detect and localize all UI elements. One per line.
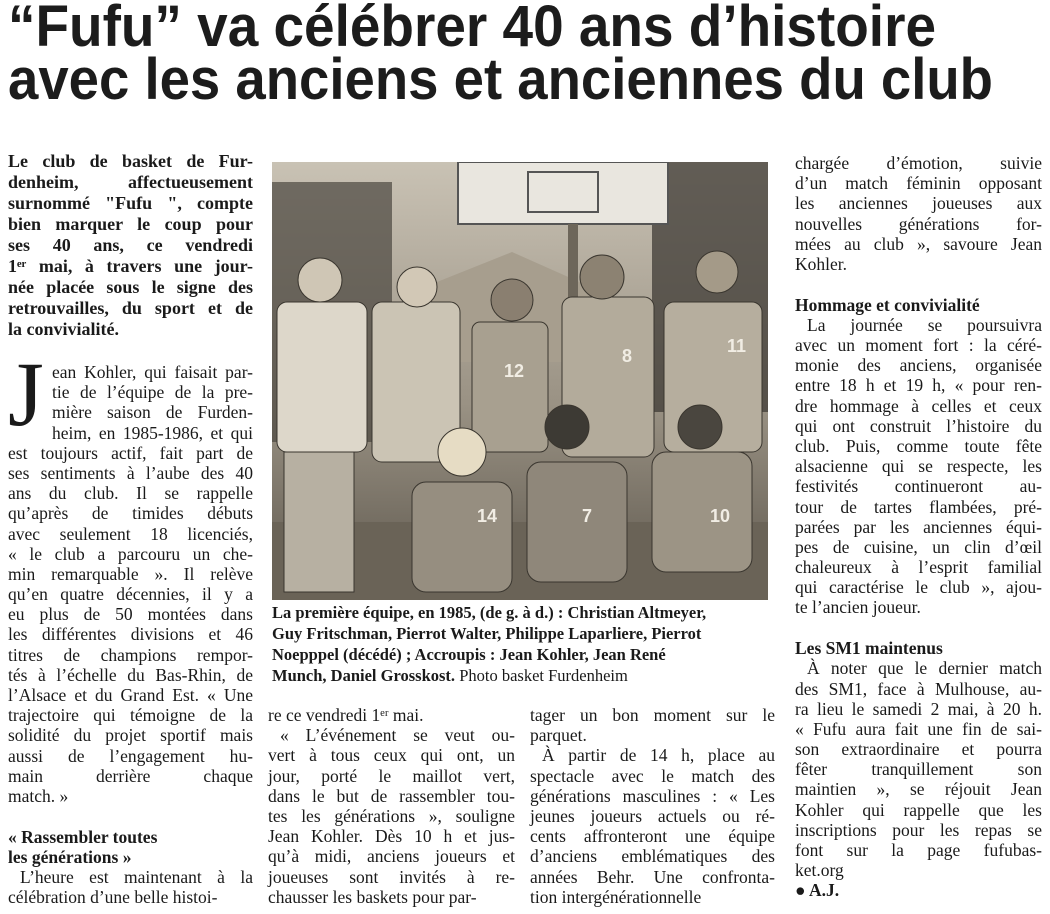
text-line: parées par les anciennes équi- — [795, 516, 1042, 537]
paragraph — [530, 745, 775, 907]
text-line: 1ᵉʳ mai, à travers une jour- — [8, 256, 253, 276]
text-line: mées au club », savoure Jean — [795, 233, 1042, 254]
text-line: La journée se poursuivra — [807, 314, 1042, 335]
jersey-number: 8 — [622, 346, 633, 366]
text-line: À noter que le dernier match — [807, 658, 1042, 679]
text-line: qu’en quatre décennies, il y a — [8, 584, 253, 605]
text-line: alsacienne qui se respecte, les — [795, 456, 1042, 477]
article-lead — [8, 151, 253, 340]
photo-credit: Photo basket Furdenheim — [459, 666, 628, 685]
text-line: qui caractérise le club », ajou- — [795, 577, 1042, 598]
text-line: festivités continueront au- — [795, 476, 1042, 497]
text-line: joueuses sont invités à re- — [268, 866, 515, 887]
text-line: les anciennes joueuses aux — [795, 193, 1042, 214]
jersey-number: 12 — [504, 361, 525, 381]
text-line: avec seulement 18 licenciés, — [8, 523, 253, 544]
text-line: « Fufu aura fait une fin de sai- — [795, 718, 1042, 739]
text-line: vert à tous ceux qui ont, un — [268, 745, 515, 766]
text-line: tager un bon moment sur le — [530, 705, 775, 725]
text-line: solidité du projet sportif mais — [8, 725, 253, 746]
text-line: font sur la page fufubas- — [795, 840, 1042, 860]
text-line: trajectoire qui témoigne de la — [8, 705, 253, 726]
text-line: spectacle avec le match des — [530, 765, 775, 786]
text-line: célébration d’une belle histoi- — [8, 887, 218, 908]
text-line: L’heure est maintenant à la — [20, 867, 253, 887]
headline-line: “Fufu” va célébrer 40 ans d’histoire — [8, 0, 936, 59]
text-line: Les SM1 maintenus — [795, 638, 943, 659]
text-line: entre 18 h et 19 h, « pour ren- — [795, 375, 1042, 396]
text-line: qu’après de timides débuts — [8, 503, 253, 524]
text-line: les générations » — [8, 846, 132, 867]
text-line: la convivialité. — [8, 319, 119, 339]
text-line: pes de cuisine, un clin d’œil — [795, 536, 1042, 557]
subheading — [8, 827, 253, 867]
paragraph — [530, 705, 775, 745]
text-line: denheim, affectueusement — [8, 172, 253, 192]
text-line: qui ont construit l’histoire du — [795, 415, 1042, 436]
text-line: l’Alsace et du Grand Est. « Une — [8, 685, 253, 705]
text-line: match. » — [8, 785, 69, 806]
subheading — [795, 295, 1042, 315]
caption-line — [272, 665, 772, 686]
subheading — [795, 638, 1042, 658]
caption-line: Noepppel (décédé) ; Accroupis : Jean Kohler, Jean René — [272, 645, 666, 664]
text-line: club. Puis, comme toute fête — [795, 435, 1042, 456]
spacer — [8, 340, 253, 362]
text-line: les différentes divisions et 46 — [8, 624, 253, 645]
text-line: bien marquer le coup pour — [8, 214, 253, 234]
spacer — [795, 618, 1042, 639]
jersey-number: 10 — [710, 506, 731, 526]
text-line: tie de l’équipe de la pre- — [52, 382, 253, 403]
text-line: maintien », se réjouit Jean — [795, 779, 1042, 800]
text-line: dans le but de rassembler tou- — [268, 785, 515, 806]
text-line: née placée sous le signe des — [8, 277, 253, 297]
text-line: tour de tartes flambées, pré- — [795, 496, 1042, 517]
text-line: ses sentiments à l’aube des 40 — [8, 462, 253, 483]
text-line: est toujours actif, fait part de — [8, 442, 253, 463]
text-line: monie des anciens, organisée — [795, 355, 1042, 376]
text-line: À partir de 14 h, place au — [542, 745, 775, 766]
text-line: avec un moment fort : la céré- — [795, 335, 1042, 355]
caption-line: Guy Fritschman, Pierrot Walter, Philippe Laparliere, Pierrot — [272, 624, 702, 643]
paragraph — [268, 725, 515, 907]
caption-names: Munch, Daniel Grosskost. — [272, 666, 456, 685]
text-line: chargée d’émotion, suivie — [795, 153, 1042, 173]
text-line: re ce vendredi 1ᵉʳ mai. — [268, 705, 424, 725]
text-line: qu’à midi, anciens joueurs et — [268, 846, 515, 867]
spacer — [795, 274, 1042, 295]
headline-line: avec les anciens et anciennes du club — [8, 47, 993, 112]
text-line: aussi de l’engagement hu- — [8, 745, 253, 766]
paragraph — [268, 705, 515, 725]
text-line: « L’événement se veut ou- — [280, 725, 515, 746]
text-line: tion intergénérationnelle — [530, 886, 702, 907]
jersey-number: 11 — [727, 336, 747, 356]
text-line: jeunes joueurs actuels ou ré- — [530, 805, 775, 826]
text-line: ● A.J. — [795, 880, 840, 901]
team-photo — [272, 162, 768, 600]
text-line: te l’ancien joueur. — [795, 597, 921, 618]
text-line: Kohler qui rappelle que les — [795, 799, 1042, 820]
text-line: nouvelles générations for- — [795, 213, 1042, 234]
text-line: d’un match féminin opposant — [795, 173, 1042, 194]
text-line: min remarquable ». Il relève — [8, 563, 253, 584]
text-line: fêter tranquillement son — [795, 759, 1042, 780]
text-line: Jean Kohler. Dès 10 h et jus- — [268, 826, 515, 847]
text-line: tes les générations », souligne — [268, 805, 515, 826]
team-photo-image — [272, 162, 768, 600]
caption-line: La première équipe, en 1985, (de g. à d.) : Christian Altmeyer, — [272, 603, 707, 622]
text-line: tés à l’échelle du Bas-Rhin, de — [8, 664, 253, 685]
photo-caption — [272, 602, 772, 686]
text-line: surnommé "Fufu ", compte — [8, 193, 253, 213]
text-line: chausser les baskets pour par- — [268, 886, 477, 907]
column-1 — [8, 151, 253, 907]
text-line: années Behr. Une confronta- — [530, 866, 775, 887]
text-line: dre hommage à celles et ceux — [795, 395, 1042, 416]
text-line: « le club a parcouru un che- — [8, 543, 253, 564]
text-line: son extraordinaire et pourra — [795, 739, 1042, 760]
paragraph — [795, 153, 1042, 274]
jersey-number: 7 — [582, 506, 593, 526]
text-line: chaleureux à l’esprit familial — [795, 557, 1042, 578]
paragraph — [795, 315, 1042, 618]
article-headline — [8, 0, 1050, 112]
paragraph — [8, 867, 253, 907]
text-line: cents affronteront une équipe — [530, 826, 775, 847]
text-line: titres de champions rempor- — [8, 644, 253, 665]
text-line: retrouvailles, du sport et de — [8, 298, 253, 318]
paragraph — [8, 343, 253, 806]
paragraph — [795, 658, 1042, 880]
subheading — [795, 880, 1042, 900]
text-line: eu plus de 50 montées dans — [8, 604, 253, 625]
jersey-number: 14 — [477, 506, 498, 526]
text-line: ans du club. Il se rappelle — [8, 483, 253, 504]
text-line: inscriptions pour les repas se — [795, 819, 1042, 840]
text-line: générations masculines : « Les — [530, 785, 775, 806]
column-3 — [530, 705, 775, 907]
text-line: mière saison de Furden- — [52, 402, 253, 423]
column-2 — [268, 705, 515, 907]
text-line: heim, en 1985-1986, et qui — [52, 422, 253, 443]
column-4 — [795, 153, 1042, 901]
text-line: main derrière chaque — [8, 765, 253, 786]
text-line: jour, porté le maillot vert, — [268, 765, 515, 786]
text-line: des SM1, face à Mulhouse, au- — [795, 678, 1042, 699]
text-line: ket.org — [795, 860, 844, 881]
text-line: ra lieu le samedi 2 mai, à 20 h. — [795, 698, 1042, 719]
text-line: d’anciens emblématiques des — [530, 846, 775, 867]
text-line: ses 40 ans, ce vendredi — [8, 235, 253, 255]
text-line: Le club de basket de Fur- — [8, 151, 253, 171]
text-line: ean Kohler, qui faisait par- — [52, 362, 253, 382]
text-line: Kohler. — [795, 253, 848, 274]
spacer — [8, 806, 253, 827]
text-line: parquet. — [530, 725, 587, 746]
text-line: « Rassembler toutes — [8, 826, 158, 847]
drop-cap: J — [8, 343, 44, 445]
text-line: Hommage et convivialité — [795, 294, 980, 315]
